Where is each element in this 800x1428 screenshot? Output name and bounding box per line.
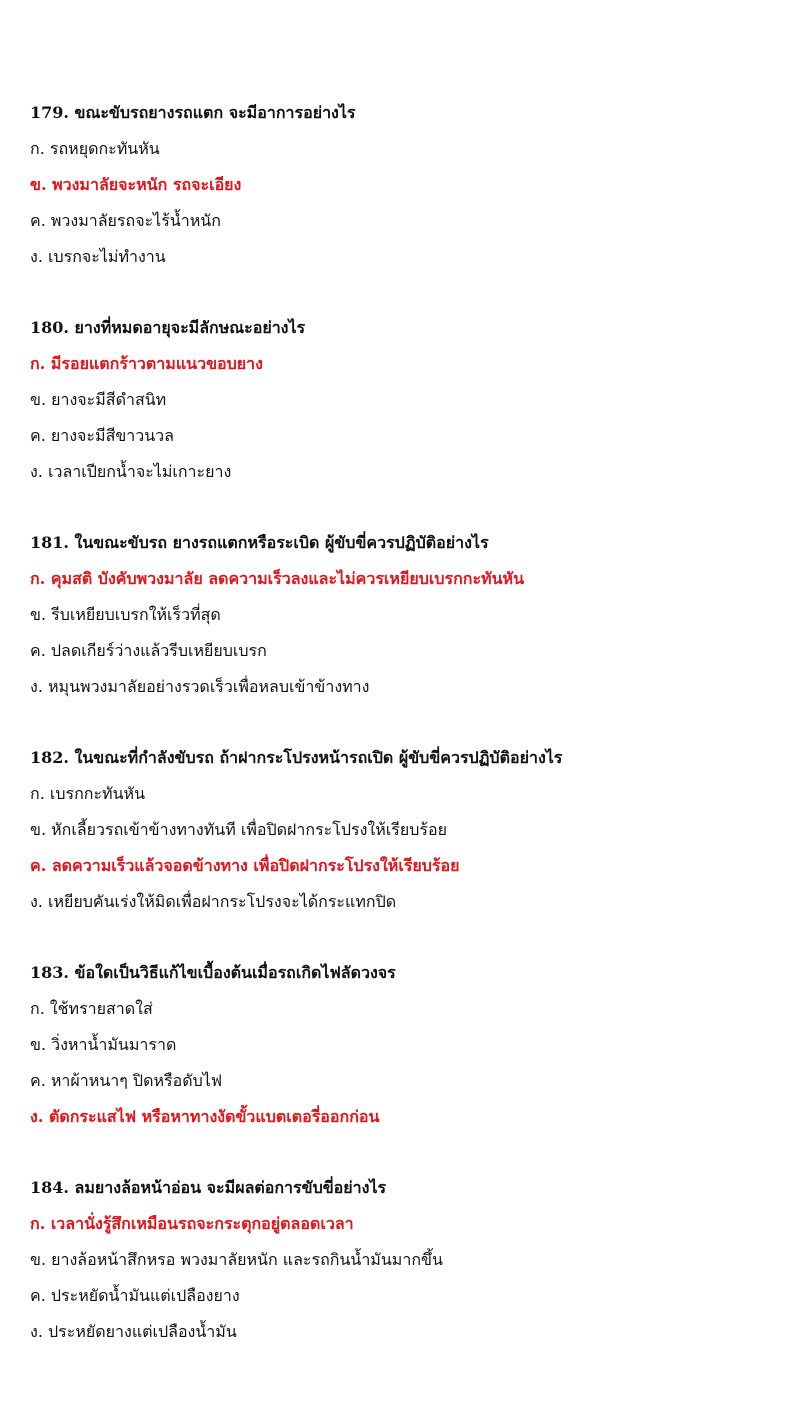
correct-answer-option: ก. มีรอยแตกร้าวตามแนวขอบยาง <box>30 354 263 373</box>
answer-option: ข. ยางจะมีสีดำสนิท <box>30 390 167 409</box>
question-block <box>30 740 790 920</box>
answer-option: ข. หักเลี้ยวรถเข้าข้างทางทันที เพื่อปิดฝากระโปรงให้เรียบร้อย <box>30 820 447 839</box>
question-title: 179. ขณะขับรถยางรถแตก จะมีอาการอย่างไร <box>30 103 356 122</box>
question-title: 184. ลมยางล้อหน้าอ่อน จะมีผลต่อการขับขี่อย่างไร <box>30 1178 387 1197</box>
answer-option: ข. วิ่งหาน้ำมันมาราด <box>30 1035 177 1054</box>
answer-option: ง. หมุนพวงมาลัยอย่างรวดเร็วเพื่อหลบเข้าข้างทาง <box>30 677 370 696</box>
question-block <box>30 310 790 490</box>
answer-option: ง. ประหยัดยางแต่เปลืองน้ำมัน <box>30 1322 237 1341</box>
answer-option: ข. ยางล้อหน้าสึกหรอ พวงมาลัยหนัก และรถกินน้ำมันมากขึ้น <box>30 1250 443 1269</box>
correct-answer-option: ก. คุมสติ บังคับพวงมาลัย ลดความเร็วลงและไม่ควรเหยียบเบรกกะทันหัน <box>30 569 524 588</box>
question-title: 183. ข้อใดเป็นวิธีแก้ไขเบื้องต้นเมื่อรถเกิดไฟลัดวงจร <box>30 963 396 982</box>
answer-option: ค. พวงมาลัยรถจะไร้น้ำหนัก <box>30 211 221 230</box>
question-block <box>30 955 790 1135</box>
answer-option: ก. ใช้ทรายสาดใส่ <box>30 999 153 1018</box>
answer-option: ง. เวลาเปียกน้ำจะไม่เกาะยาง <box>30 462 232 481</box>
answer-option: ก. รถหยุดกะทันหัน <box>30 139 160 158</box>
question-title: 180. ยางที่หมดอายุจะมีลักษณะอย่างไร <box>30 318 306 337</box>
question-block <box>30 95 790 275</box>
question-title: 182. ในขณะที่กำลังขับรถ ถ้าฝากระโปรงหน้ารถเปิด ผู้ขับขี่ควรปฏิบัติอย่างไร <box>30 748 563 767</box>
question-title: 181. ในขณะขับรถ ยางรถแตกหรือระเบิด ผู้ขับขี่ควรปฏิบัติอย่างไร <box>30 533 489 552</box>
answer-option: ก. เบรกกะทันหัน <box>30 784 146 803</box>
correct-answer-option: ง. ตัดกระแสไฟ หรือหาทางงัดขั้วแบตเตอรี่ออกก่อน <box>30 1107 380 1126</box>
answer-option: ข. รีบเหยียบเบรกให้เร็วที่สุด <box>30 605 221 624</box>
correct-answer-option: ค. ลดความเร็วแล้วจอดข้างทาง เพื่อปิดฝากระโปรงให้เรียบร้อย <box>30 856 460 875</box>
answer-option: ค. ปลดเกียร์ว่างแล้วรีบเหยียบเบรก <box>30 641 267 660</box>
correct-answer-option: ข. พวงมาลัยจะหนัก รถจะเอียง <box>30 175 242 194</box>
answer-option: ค. ประหยัดน้ำมันแต่เปลืองยาง <box>30 1286 240 1305</box>
answer-option: ง. เบรกจะไม่ทำงาน <box>30 247 166 266</box>
quiz-document <box>30 95 790 1385</box>
answer-option: ง. เหยียบคันเร่งให้มิดเพื่อฝากระโปรงจะได้กระแทกปิด <box>30 892 397 911</box>
question-block <box>30 1170 790 1350</box>
question-block <box>30 525 790 705</box>
correct-answer-option: ก. เวลานั่งรู้สึกเหมือนรถจะกระตุกอยู่ตลอดเวลา <box>30 1214 354 1233</box>
answer-option: ค. หาผ้าหนาๆ ปิดหรือดับไฟ <box>30 1071 223 1090</box>
answer-option: ค. ยางจะมีสีขาวนวล <box>30 426 174 445</box>
